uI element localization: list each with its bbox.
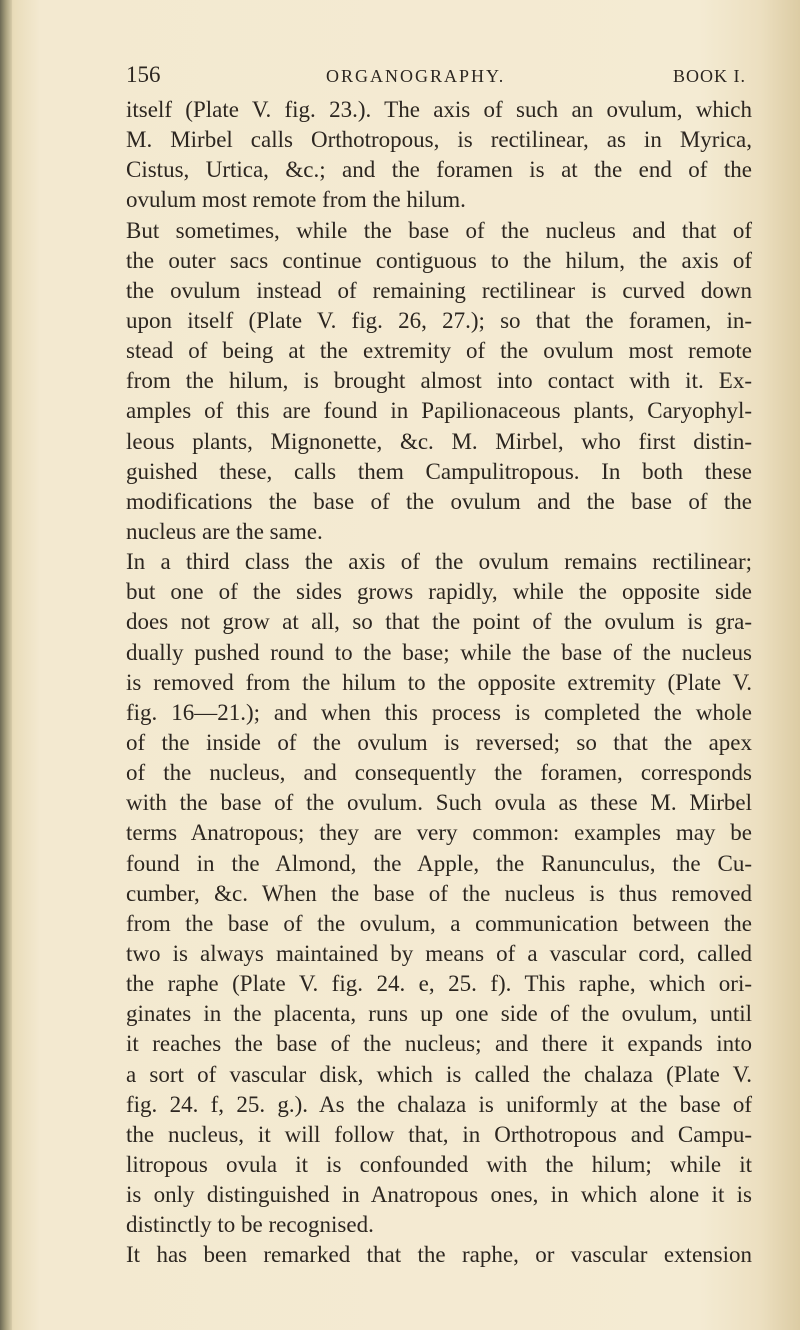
text-line: of the inside of the ovulum is reversed; so that the apex xyxy=(126,729,752,755)
text-line: distinctly to be recognised. xyxy=(126,1212,374,1238)
text-line: a sort of vascular disk, which is called the chalaza (Plate V. xyxy=(126,1061,752,1087)
text-line: does not grow at all, so that the point of the ovulum is gra- xyxy=(126,609,752,635)
text-line: ginates in the placenta, runs up one side of the ovulum, until xyxy=(126,1001,752,1027)
text-line: stead of being at the extremity of the ovulum most remote xyxy=(126,338,752,364)
text-line: terms Anatropous; they are very common: examples may be xyxy=(126,820,752,846)
running-title: ORGANOGRAPHY. xyxy=(326,66,506,86)
text-line: the raphe (Plate V. fig. 24. e, 25. f). This raphe, which ori- xyxy=(126,971,752,997)
text-line: cumber, &c. When the base of the nucleus is thus removed xyxy=(126,880,752,906)
running-header xyxy=(126,62,746,94)
text-line: leous plants, Mignonette, &c. M. Mirbel, who first distin- xyxy=(126,428,752,454)
text-line: itself (Plate V. fig. 23.). The axis of such an ovulum, which xyxy=(126,97,752,122)
body-text xyxy=(126,95,752,1270)
page-number: 156 xyxy=(126,62,161,87)
text-line: is removed from the hilum to the opposite extremity (Plate V. xyxy=(126,669,752,695)
text-line: But sometimes, while the base of the nucleus and that of xyxy=(126,217,752,243)
text-line: litropous ovula it is confounded with the hilum; while it xyxy=(126,1151,752,1177)
text-line: modifications the base of the ovulum and the base of the xyxy=(126,488,752,514)
text-line: two is always maintained by means of a vascular cord, called xyxy=(126,940,752,966)
text-line: guished these, calls them Campulitropous. In both these xyxy=(126,458,752,484)
text-line: is only distinguished in Anatropous ones, in which alone it is xyxy=(126,1182,752,1208)
text-line: In a third class the axis of the ovulum remains rectilinear; xyxy=(126,549,752,575)
page-binding-edge xyxy=(0,0,12,1330)
text-line: nucleus are the same. xyxy=(126,518,323,544)
text-line: the outer sacs continue contiguous to the hilum, the axis of xyxy=(126,247,752,273)
text-line: Cistus, Urtica, &c.; and the foramen is at the end of the xyxy=(126,157,752,183)
text-line: but one of the sides grows rapidly, while the opposite side xyxy=(126,579,752,605)
book-label: BOOK I. xyxy=(673,66,746,86)
text-line: fig. 16—21.); and when this process is completed the whole xyxy=(126,699,752,725)
text-line: it reaches the base of the nucleus; and there it expands into xyxy=(126,1031,752,1057)
text-line: from the base of the ovulum, a communication between the xyxy=(126,910,752,936)
text-line: of the nucleus, and consequently the foramen, corresponds xyxy=(126,760,752,786)
text-line: with the base of the ovulum. Such ovula as these M. Mirbel xyxy=(126,790,752,816)
text-line: It has been remarked that the raphe, or vascular extension xyxy=(126,1242,752,1268)
text-line: fig. 24. f, 25. g.). As the chalaza is uniformly at the base of xyxy=(126,1091,752,1117)
text-line: M. Mirbel calls Orthotropous, is rectilinear, as in Myrica, xyxy=(126,127,752,153)
text-line: upon itself (Plate V. fig. 26, 27.); so that the foramen, in- xyxy=(126,307,752,333)
text-line: dually pushed round to the base; while the base of the nucleus xyxy=(126,639,752,665)
text-line: from the hilum, is brought almost into contact with it. Ex- xyxy=(126,368,752,394)
text-line: ovulum most remote from the hilum. xyxy=(126,187,466,213)
text-line: the ovulum instead of remaining rectilinear is curved down xyxy=(126,277,752,303)
text-line: found in the Almond, the Apple, the Ranunculus, the Cu- xyxy=(126,850,752,876)
text-line: amples of this are found in Papilionaceous plants, Caryophyl- xyxy=(126,398,752,424)
text-line: the nucleus, it will follow that, in Orthotropous and Campu- xyxy=(126,1121,752,1147)
